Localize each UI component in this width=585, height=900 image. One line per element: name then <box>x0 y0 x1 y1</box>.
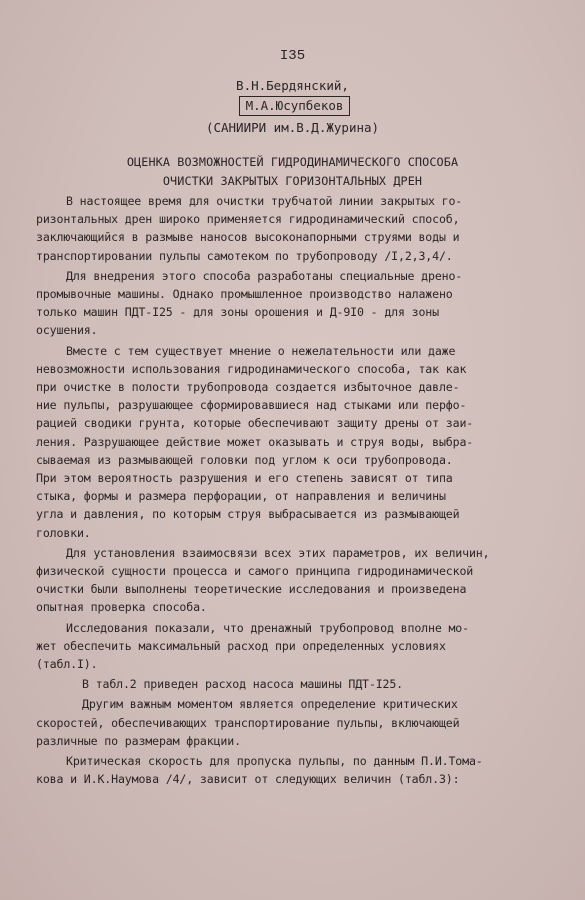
text-line: жет обеспечить максимальный расход при определенных условиях <box>36 638 446 653</box>
text-line: кова и И.К.Наумова /4/, зависит от следующих величин (табл.3): <box>36 772 460 787</box>
text-line: стыка, формы и размера перфорации, от направления и величины <box>36 489 446 504</box>
text-line: (табл.I). <box>36 657 98 672</box>
text-line: При этом вероятность разрушения и его степень зависят от типа <box>36 471 453 486</box>
text-line: Исследования показали, что дренажный трубопровод вполне мо- <box>66 620 469 635</box>
author-2-line <box>0 96 585 116</box>
text-line: ние пульпы, разрушающее сформировавшиеся над стыками или перфо- <box>36 398 467 413</box>
text-line: головки. <box>36 525 91 540</box>
text-line: заключающийся в размыве наносов высоконапорными струями воды и <box>36 230 460 245</box>
text-line: очистки были выполнены теоретические исследования и произведена <box>36 582 467 597</box>
text-line: ления. Разрушающее действие может оказывать и струя воды, выбра- <box>36 434 474 449</box>
article-title <box>0 153 585 191</box>
text-line: транспортировании пульпы самотеком по трубопроводу /I,2,3,4/. <box>36 248 453 263</box>
text-line: сываемая из размывающей головки под углом к оси трубопровода. <box>36 452 453 467</box>
text-line: промывочные машины. Однако промышленное производство налажено <box>36 287 453 302</box>
paragraph-1 <box>36 192 558 265</box>
paragraph-7 <box>36 695 558 750</box>
text-line: опытная проверка способа. <box>36 600 207 615</box>
article-body <box>36 192 558 791</box>
text-line: Вместе с тем существует мнение о нежелательности или даже <box>66 343 456 358</box>
text-line: осушения. <box>36 323 98 338</box>
paragraph-2 <box>36 267 558 340</box>
text-line: только машин ПДТ-I25 - для зоны орошения и Д-9I0 - для зоны <box>36 305 439 320</box>
text-line: ризонтальных дрен широко применяется гидродинамический способ, <box>36 212 460 227</box>
paragraph-5 <box>36 619 558 674</box>
text-line: при очистке в полости трубопровода создается избыточное давле- <box>36 380 460 395</box>
title-line-1: ОЦЕНКА ВОЗМОЖНОСТЕЙ ГИДРОДИНАМИЧЕСКОГО СПОСОБА <box>126 155 459 169</box>
page-number: I35 <box>279 48 306 64</box>
text-line: рацией сводики грунта, которые обеспечивают защиту дрены от заи- <box>36 416 474 431</box>
text-line: Другим важным моментом является определение критических <box>82 697 458 712</box>
authors-block <box>0 76 585 116</box>
affiliation: (САНИИРИ им.В.Д.Журина) <box>205 120 380 135</box>
text-line: Для внедрения этого способа разработаны специальные дрено- <box>66 268 463 283</box>
text-line: различные по размерам фракции. <box>36 733 241 748</box>
paragraph-6 <box>36 675 558 693</box>
text-line: физической сущности процесса и самого принципа гидродинамической <box>36 564 474 579</box>
text-line: Для установления взаимосвязи всех этих параметров, их величин, <box>66 545 490 560</box>
paragraph-8 <box>36 752 558 788</box>
text-line: скоростей, обеспечивающих транспортирование пульпы, включающей <box>36 715 460 730</box>
paragraph-3 <box>36 342 558 542</box>
text-line: В табл.2 приведен расход насоса машины ПДТ-I25. <box>82 677 404 692</box>
text-line: Критическая скорость для пропуска пульпы, по данным П.И.Тома- <box>66 754 483 769</box>
title-line-2: ОЧИСТКИ ЗАКРЫТЫХ ГОРИЗОНТАЛЬНЫХ ДРЕН <box>162 174 423 188</box>
text-line: В настоящее время для очистки трубчатой линии закрытых го- <box>66 194 463 208</box>
text-line: невозможности использования гидродинамического способа, так как <box>36 361 467 376</box>
text-line: угла и давления, по которым струя выбрасывается из размывающей <box>36 507 460 522</box>
author-2-boxed: М.А.Юсупбеков <box>239 96 351 116</box>
paragraph-4 <box>36 544 558 617</box>
author-1: В.Н.Бердянский, <box>236 78 349 93</box>
